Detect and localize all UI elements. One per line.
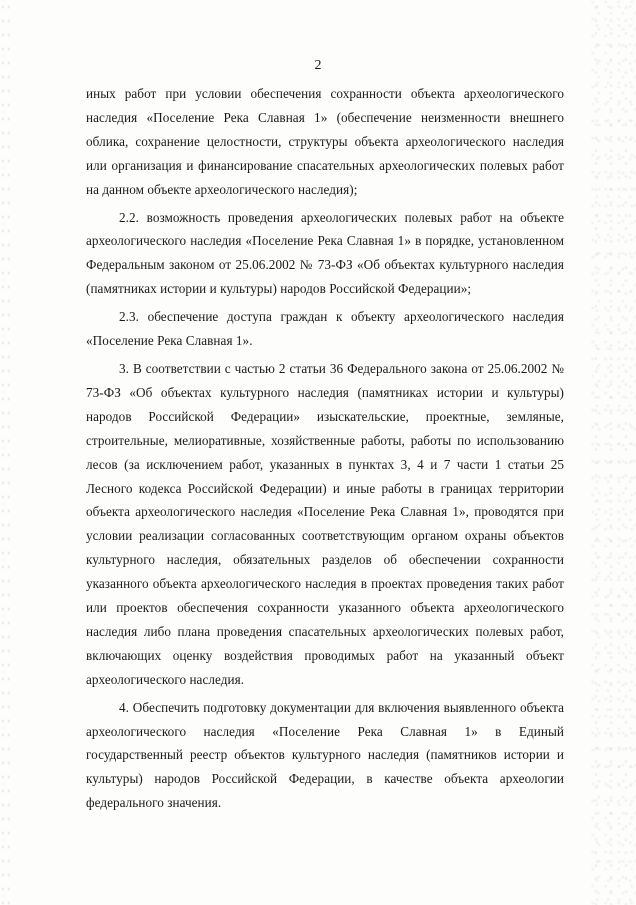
paragraph-2-3: 2.3. обеспечение доступа граждан к объекту археологического наследия «Поселение Река Славная 1». — [86, 309, 564, 349]
document-body — [86, 82, 564, 819]
paragraph-2-2: 2.2. возможность проведения археологических полевых работ на объекте археологического наследия «Поселение Река Славная 1» в порядке, установленном Федеральным законом от 25.06.2002 № 73-ФЗ «Об объектах культурного наследия (памятниках истории и культуры) народов Российской Федерации»; — [86, 209, 564, 297]
page-number: 2 — [314, 58, 322, 73]
scan-edge-left — [0, 0, 10, 905]
paragraph-3: 3. В соответствии с частью 2 статьи 36 Федерального закона от 25.06.2002 № 73-ФЗ «Об объектах культурного наследия (памятниках истории и культуры) народов Российской Федерации» изыскательские, проектные, земляные, строительные, мелиоративные, хозяйственные работы, работы по использованию лесов (за исключением работ, указанных в пунктах 3, 4 и 7 части 1 статьи 25 Лесного кодекса Российской Федерации) и иные работы в границах территории объекта археологического наследия «Поселение Река Славная 1», проводятся при условии реализации согласованных соответствующим органом охраны объектов культурного наследия, обязательных разделов об обеспечении сохранности указанного объекта археологического наследия в проектах проведения таких работ или проектов обеспечения сохранности указанного объекта археологического наследия либо плана проведения спасательных археологических полевых работ, включающих оценку воздействия проводимых работ на указанный объект археологического наследия. — [86, 360, 564, 687]
scan-edge-right — [590, 0, 636, 905]
paragraph-4: 4. Обеспечить подготовку документации для включения выявленного объекта археологического наследия «Поселение Река Славная 1» в Единый государственный реестр объектов культурного наследия (памятников истории и культуры) народов Российской Федерации, в качестве объекта археологии федерального значения. — [86, 699, 564, 811]
paragraph-continuation: иных работ при условии обеспечения сохранности объекта археологического наследия «Поселение Река Славная 1» (обеспечение неизменности внешнего облика, сохранение целостности, структуры объекта археологического наследия или организация и финансирование спасательных археологических полевых работ на данном объекте археологического наследия); — [86, 86, 564, 197]
